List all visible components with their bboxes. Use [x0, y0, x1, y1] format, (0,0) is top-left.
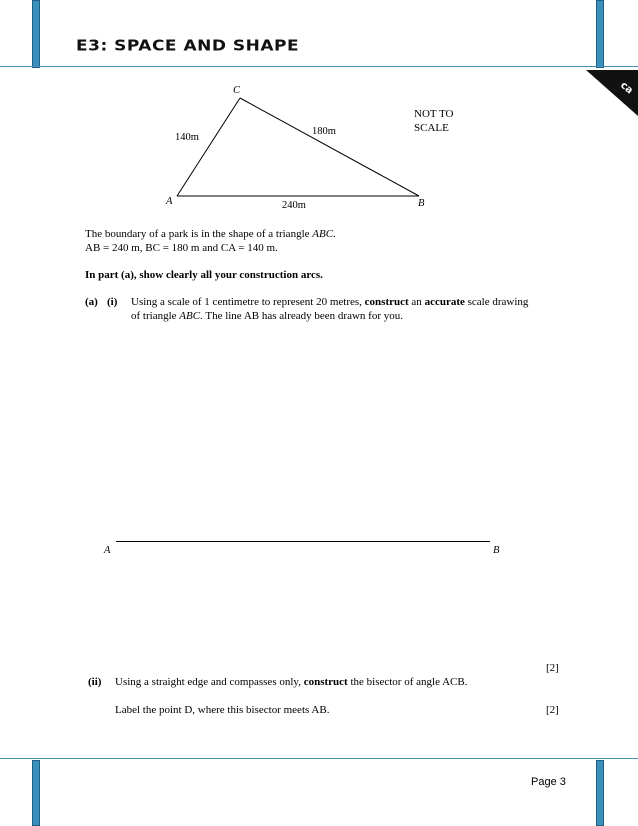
- page-title: E3: SPACE AND SHAPE: [76, 37, 300, 55]
- construction-instruction: In part (a), show clearly all your construction arcs.: [85, 269, 323, 281]
- question-a-triangle-name: ABC: [179, 310, 201, 322]
- figure-label-a: A: [166, 196, 173, 207]
- figure-side-ca: 140m: [175, 132, 199, 143]
- drawing-label-b: B: [493, 545, 500, 556]
- question-ii-line-1: [115, 675, 467, 689]
- question-a-text-1: Using a scale of 1 centimetre to represent 20 metres,: [131, 296, 365, 308]
- corner-tag-text: ca: [618, 79, 635, 97]
- question-a-line-2-suffix: . The line AB has already been drawn for you.: [200, 310, 403, 322]
- page-number: Page 3: [531, 776, 566, 788]
- question-a-part: (a): [85, 296, 98, 308]
- marks-part-ii: [2]: [546, 704, 559, 716]
- intro-line-1: [85, 227, 336, 241]
- marks-part-i: [2]: [546, 662, 559, 674]
- figure-side-ab: 240m: [282, 200, 306, 211]
- intro-triangle-name: ABC: [312, 228, 334, 240]
- question-a-sub: (i): [107, 296, 118, 308]
- question-ii-line-2: Label the point D, where this bisector meets AB.: [115, 704, 330, 716]
- intro-line-1-suffix: .: [333, 228, 336, 240]
- figure-label-b: B: [418, 198, 425, 209]
- question-a-bold-2: accurate: [424, 296, 465, 308]
- question-a-text-2: an: [408, 296, 425, 308]
- question-ii-sub: (ii): [88, 676, 102, 688]
- not-to-scale-line2: SCALE: [414, 122, 449, 134]
- intro-line-1-prefix: The boundary of a park is in the shape of a triangle: [85, 228, 313, 240]
- line-ab: [116, 541, 490, 542]
- header-rule: [0, 66, 638, 67]
- intro-line-2: AB = 240 m, BC = 180 m and CA = 140 m.: [85, 242, 278, 254]
- figure-side-cb: 180m: [312, 126, 336, 137]
- figure-label-c: C: [233, 85, 241, 96]
- bottom-left-accent-bar: [32, 760, 40, 826]
- drawing-label-a: A: [104, 545, 111, 556]
- question-a-line-1: [131, 295, 528, 309]
- question-a-bold-1: construct: [364, 296, 409, 308]
- question-ii-text-2: the bisector of angle ACB.: [347, 676, 468, 688]
- question-a-line-2: [131, 309, 403, 323]
- bottom-right-accent-bar: [596, 760, 604, 826]
- footer-rule: [0, 758, 638, 759]
- corner-tag: [568, 70, 638, 120]
- top-left-accent-bar: [32, 0, 40, 68]
- not-to-scale-line1: NOT TO: [414, 108, 454, 120]
- question-ii-text-1: Using a straight edge and compasses only,: [115, 676, 304, 688]
- question-a-text-3: scale drawing: [464, 296, 529, 308]
- question-a-line-2-prefix: of triangle: [131, 310, 180, 322]
- question-ii-bold: construct: [303, 676, 348, 688]
- top-right-accent-bar: [596, 0, 604, 68]
- triangle-figure: [160, 84, 440, 214]
